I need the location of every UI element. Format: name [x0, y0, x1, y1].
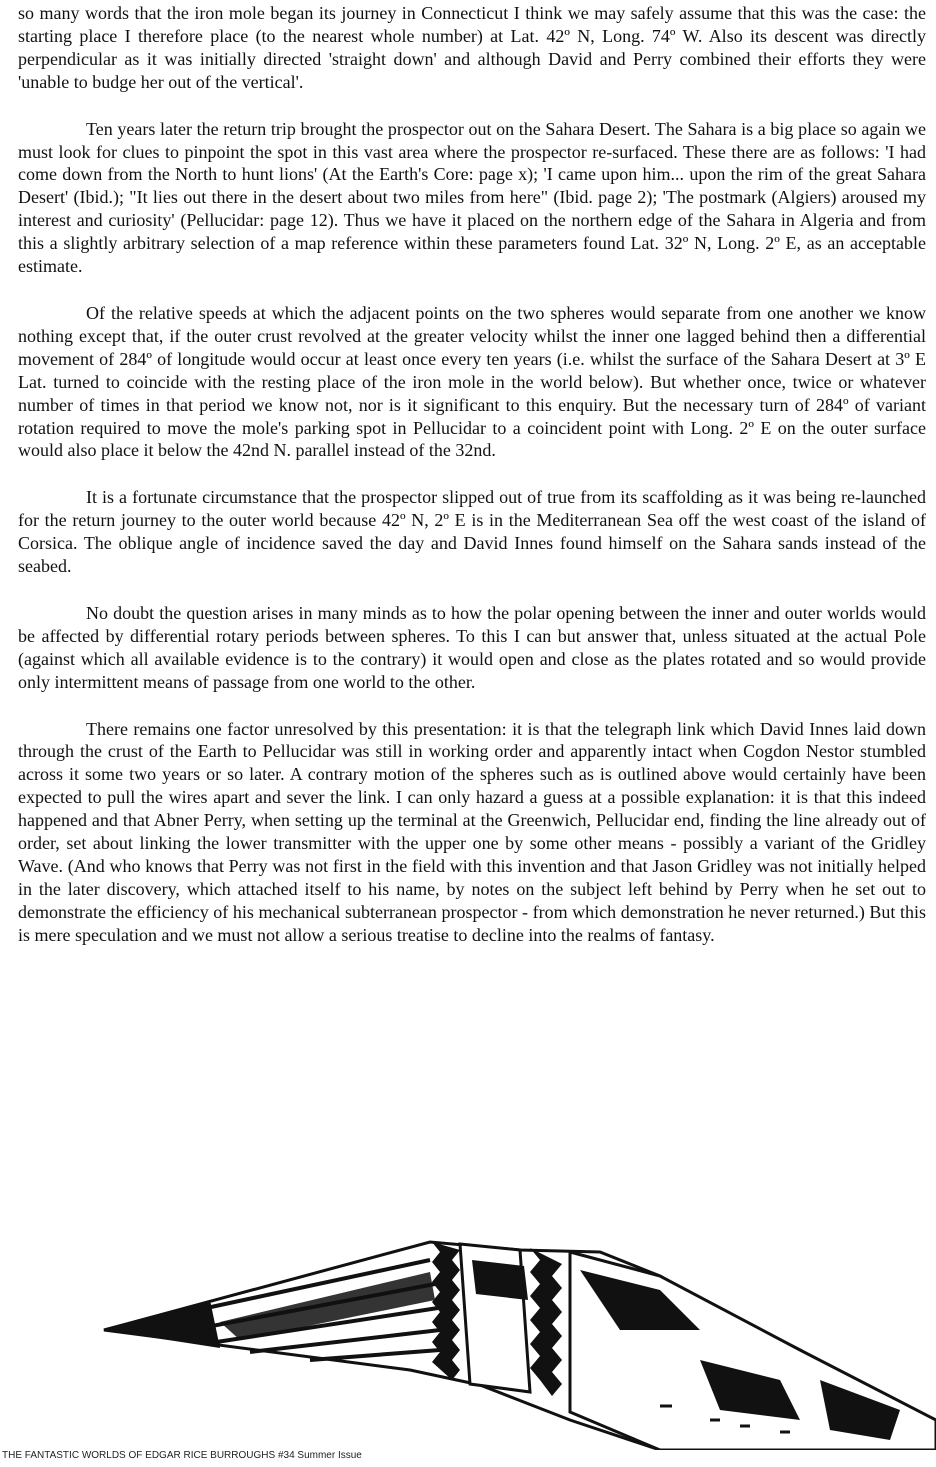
drill-collar-shading: [472, 1260, 528, 1300]
article-paragraph-4: It is a fortunate circumstance that the prospector slipped out of true from its scaffolding as it was being re-launched for the return journey to the outer world because 42º N, 2º E is in the Mediterranean Sea off the west coast of the island of Corsica. The oblique angle of incidence saved the day and David Innes found himself on the Sahara sands instead of the seabed.: [18, 487, 926, 577]
iron-mole-drill-illustration: [100, 1180, 936, 1450]
article-body: [18, 2, 926, 971]
article-paragraph-3: Of the relative speeds at which the adjacent points on the two spheres would separate from one another we know nothing except that, if the outer crust revolved at the greater velocity whilst the inner one lagged behind then a differential movement of 284º of longitude would occur at least once every ten years (i.e. whilst the surface of the Sahara Desert at 3º E Lat. turned to coincide with the resting place of the iron mole in the world below). But whether once, twice or whatever number of times in that period we know not, nor is it significant to this enquiry. But the necessary turn of 284º of variant rotation required to move the mole's parking spot in Pellucidar to a coincident point with Long. 2º E on the outer surface would also place it below the 42nd N. parallel instead of the 32nd.: [18, 302, 926, 461]
article-paragraph-5: No doubt the question arises in many minds as to how the polar opening between the inner and outer worlds would be affected by differential rotary periods between spheres. To this I can but answer that, unless situated at the actual Pole (against which all available evidence is to the contrary) it would open and close as the plates rotated and so would provide only intermittent means of passage from one world to the other.: [18, 602, 926, 692]
article-paragraph-2: Ten years later the return trip brought the prospector out on the Sahara Desert. The Sahara is a big place so again we must look for clues to pinpoint the spot in this vast area where the prospector re-surfaced. These there are as follows: 'I had come down from the North to hunt lions' (At the Earth's Core: page x); 'I came upon him... upon the rim of the great Sahara Desert' (Ibid.); "It lies out there in the desert about two miles from here" (Ibid. page 2); 'The postmark (Algiers) aroused my interest and curiosity' (Pellucidar: page 12). Thus we have it placed on the northern edge of the Sahara in Algeria and from this a slightly arbitrary selection of a map reference within these parameters found Lat. 32º N, Long. 2º E, as an acceptable estimate.: [18, 118, 926, 277]
article-paragraph-6: There remains one factor unresolved by this presentation: it is that the telegraph link which David Innes laid down through the crust of the Earth to Pellucidar was still in working order and apparently intact when Cogdon Nestor stumbled across it some two years or so later. A contrary motion of the spheres such as is outlined above would certainly have been expected to pull the wires apart and sever the link. I can only hazard a guess at a possible explanation: it is that this indeed happened and that Abner Perry, when setting up the terminal at the Greenwich, Pellucidar end, finding the line already out of order, set about linking the lower transmitter with the upper one by some other means - possibly a variant of the Gridley Wave. (And who knows that Perry was not first in the field with this invention and that Jason Gridley was not initially helped in the later discovery, which attached itself to his name, by notes on the subject left behind by Perry when he set out to demonstrate the efficiency of his mechanical subterranean prospector - from which demonstration he never returned.) But this is mere speculation and we must not allow a serious treatise to decline into the realms of fantasy.: [18, 718, 926, 945]
page-footer: THE FANTASTIC WORLDS OF EDGAR RICE BURROUGHS #34 Summer Issue: [2, 1450, 362, 1461]
article-paragraph-1: so many words that the iron mole began its journey in Connecticut I think we may safely assume that this was the case: the starting place I therefore place (to the nearest whole number) at Lat. 42º N, Long. 74º W. Also its descent was directly perpendicular as it was initially directed 'straight down' and although David and Perry combined their efforts they were 'unable to budge her out of the vertical'.: [18, 3, 926, 92]
